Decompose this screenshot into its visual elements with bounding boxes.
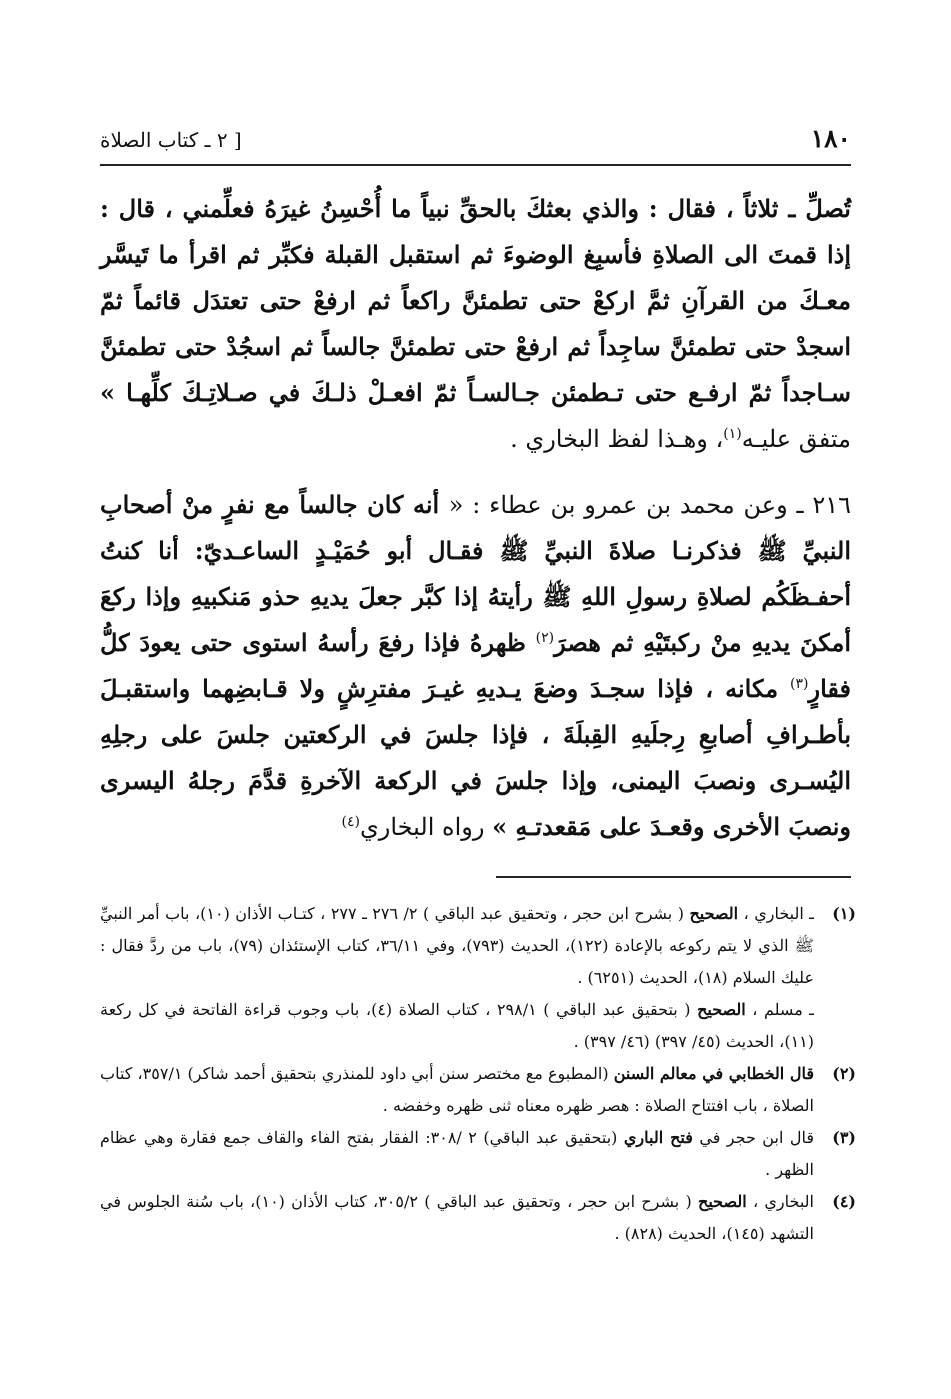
running-head: [ ٢ ـ كتاب الصلاة bbox=[100, 128, 242, 152]
footnote-body bbox=[100, 898, 814, 1058]
footnote-text: (بتحقيق عبد الباقي) ٢ /٣٠٨: الفقار بفتح الفاء والقاف جمع فقارة وهي عظام الظهر . bbox=[100, 1128, 814, 1179]
footnote-text: قال ابن حجر في bbox=[692, 1128, 814, 1147]
footnote-ref-4: (٤) bbox=[341, 814, 360, 830]
footnote-number: (٣) bbox=[832, 1128, 856, 1147]
footnote-ref-1: (١) bbox=[723, 426, 742, 442]
footnote-second-source bbox=[100, 994, 814, 1058]
footnote-2 bbox=[100, 1058, 856, 1122]
paragraph-1 bbox=[100, 186, 851, 462]
footnote-body bbox=[100, 1122, 814, 1186]
footnote-bold-title: الصحيح bbox=[689, 904, 739, 923]
footnote-bold-title: الصحيح bbox=[697, 1192, 747, 1211]
footnote-rule bbox=[496, 876, 851, 878]
hadith-text-part-3: مكانه ، فإذا سجـدَ وضعَ يـديهِ غيـرَ مفترِشٍ ولا قـابضِهما واستقبـلَ بأطـرافِ أصابعِ رِجلَيهِ القِبلَةَ ، فإذا جلسَ في الركعتين جلسَ على رجلِهِ اليُسـرى ونصبَ اليمنى، وإذا جلسَ في الركعة الآخرةِ قدَّمَ رجلهُ اليسرى ونصبَ الأخرى وقعـدَ على مَقعدتـهِ » bbox=[100, 674, 851, 841]
footnotes bbox=[100, 898, 856, 1250]
footnote-text: ( بتحقيق عبد الباقي ) ٢٩٨/١ ، كتاب الصلاة (٤)، باب وجوب قراءة الفاتحة في كل ركعة (١١)، الحديث (٤٥/ ٣٩٧) (٤٦/ ٣٩٧) . bbox=[100, 1000, 814, 1051]
footnote-text: ( بشرح ابن حجر ، وتحقيق عبد الباقي ) ٢/ ٢٧٦ ـ ٢٧٧ ، كتـاب الأذان (١٠)، باب أمر النبيِّ ﷺ الذي لا يتم ركوعه بالإعادة (١٢٢)، الحديث (٧٩٣)، وفي ٣٦/١١، كتاب الإستئذان (٧٩)، باب من ردَّ فقال : عليك السلام (١٨)، الحديث (٦٢٥١) . bbox=[100, 904, 815, 987]
footnote-text: ـ مسلم ، bbox=[745, 1000, 814, 1019]
footnote-number: (٤) bbox=[832, 1192, 856, 1211]
footnote-3 bbox=[100, 1122, 856, 1186]
footnote-4 bbox=[100, 1186, 856, 1250]
paragraph-1-attribution: متفق عليـه bbox=[741, 425, 851, 453]
hadith-text: تُصلِّ ـ ثلاثاً ، فقال : والذي بعثكَ بالحقِّ نبياً ما أُحْسِنُ غيرَهُ فعلِّمني ، قال : إذا قمتَ الى الصلاةِ فأسبِغ الوضوءَ ثم استقبل القبلة فكبِّر ثم اقرأ ما تَيسَّر معـكَ من القرآنِ ثمَّ اركعْ حتى تطمئنَّ راكعاً ثم ارفعْ حتى تعتدَل قائماً ثمّ اسجدْ حتى تطمئنَّ ساجِداً ثم ارفعْ حتى تطمئنَّ جالساً ثم اسجُدْ حتى تطمئنَّ سـاجداً ثمّ ارفـع حتى تـطمئن جـالسـاً ثمّ افعـلْ ذلـكَ في صـلاتِـكَ كلِّهـا » bbox=[100, 194, 851, 407]
footnote-text: ( بشرح ابن حجر ، وتحقيق عبد الباقي ) ٣٠٥/٢، كتاب الأذان (١٠)، باب سُنة الجلوس في التشهد (١٤٥)، الحديث (٨٢٨) . bbox=[100, 1192, 814, 1243]
footnote-body bbox=[100, 1058, 814, 1122]
footnote-ref-3: (٣) bbox=[790, 676, 809, 692]
page-header bbox=[100, 124, 851, 164]
footnote-ref-2: (٢) bbox=[535, 630, 555, 646]
footnote-text: ـ البخاري ، bbox=[738, 904, 814, 923]
page-number: ١٨٠ bbox=[810, 124, 851, 153]
footnote-1 bbox=[100, 898, 856, 1058]
footnote-text: البخاري ، bbox=[746, 1192, 815, 1211]
hadith-text-part-2: ظهرهُ فإذا رفعَ رأسهُ استوى حتى يعودَ كلُّ فقارٍ bbox=[100, 628, 851, 703]
hadith-number-and-chain: ٢١٦ ـ وعن محمد بن عمرو بن عطاء : « bbox=[448, 491, 851, 519]
footnote-bold-title: قال الخطابي في معالم السنن bbox=[613, 1064, 814, 1083]
header-rule bbox=[100, 164, 851, 166]
footnote-text: (المطبوع مع مختصر سنن أبي داود للمنذري بتحقيق أحمد شاكر) ٣٥٧/١، كتاب الصلاة ، باب افتتاح الصلاة : هصر ظهره معناه ثنى ظهره وخفضه . bbox=[100, 1064, 814, 1115]
footnote-number: (١) bbox=[832, 904, 856, 923]
footnote-body bbox=[100, 1186, 814, 1250]
main-text bbox=[100, 186, 851, 850]
footnote-bold-title: الصحيح bbox=[697, 1000, 746, 1019]
paragraph-2 bbox=[100, 482, 851, 850]
footnote-number: (٢) bbox=[832, 1064, 856, 1083]
paragraph-1-remark: ، وهـذا لفظ البخاري . bbox=[510, 425, 724, 453]
footnote-bold-title: فتح الباري bbox=[623, 1128, 693, 1147]
paragraph-2-attribution: رواه البخاري bbox=[359, 813, 493, 841]
hadith-text-part-1: أنه كان جالساً مع نفرٍ منْ أصحابِ النبيِّ ﷺ فذكرنـا صلاةَ النبيِّ ﷺ فقـال أبو حُمَيْـدٍ الساعـديّ: أنا كنتُ أحفـظَكُم لصلاةِ رسولِ اللهِ ﷺ رأيتهُ إذا كبَّر جعلَ يديهِ حذو مَنكبيهِ وإذا ركعَ أمكنَ يديهِ منْ ركبتَيْهِ ثم هصرَ bbox=[100, 490, 852, 657]
